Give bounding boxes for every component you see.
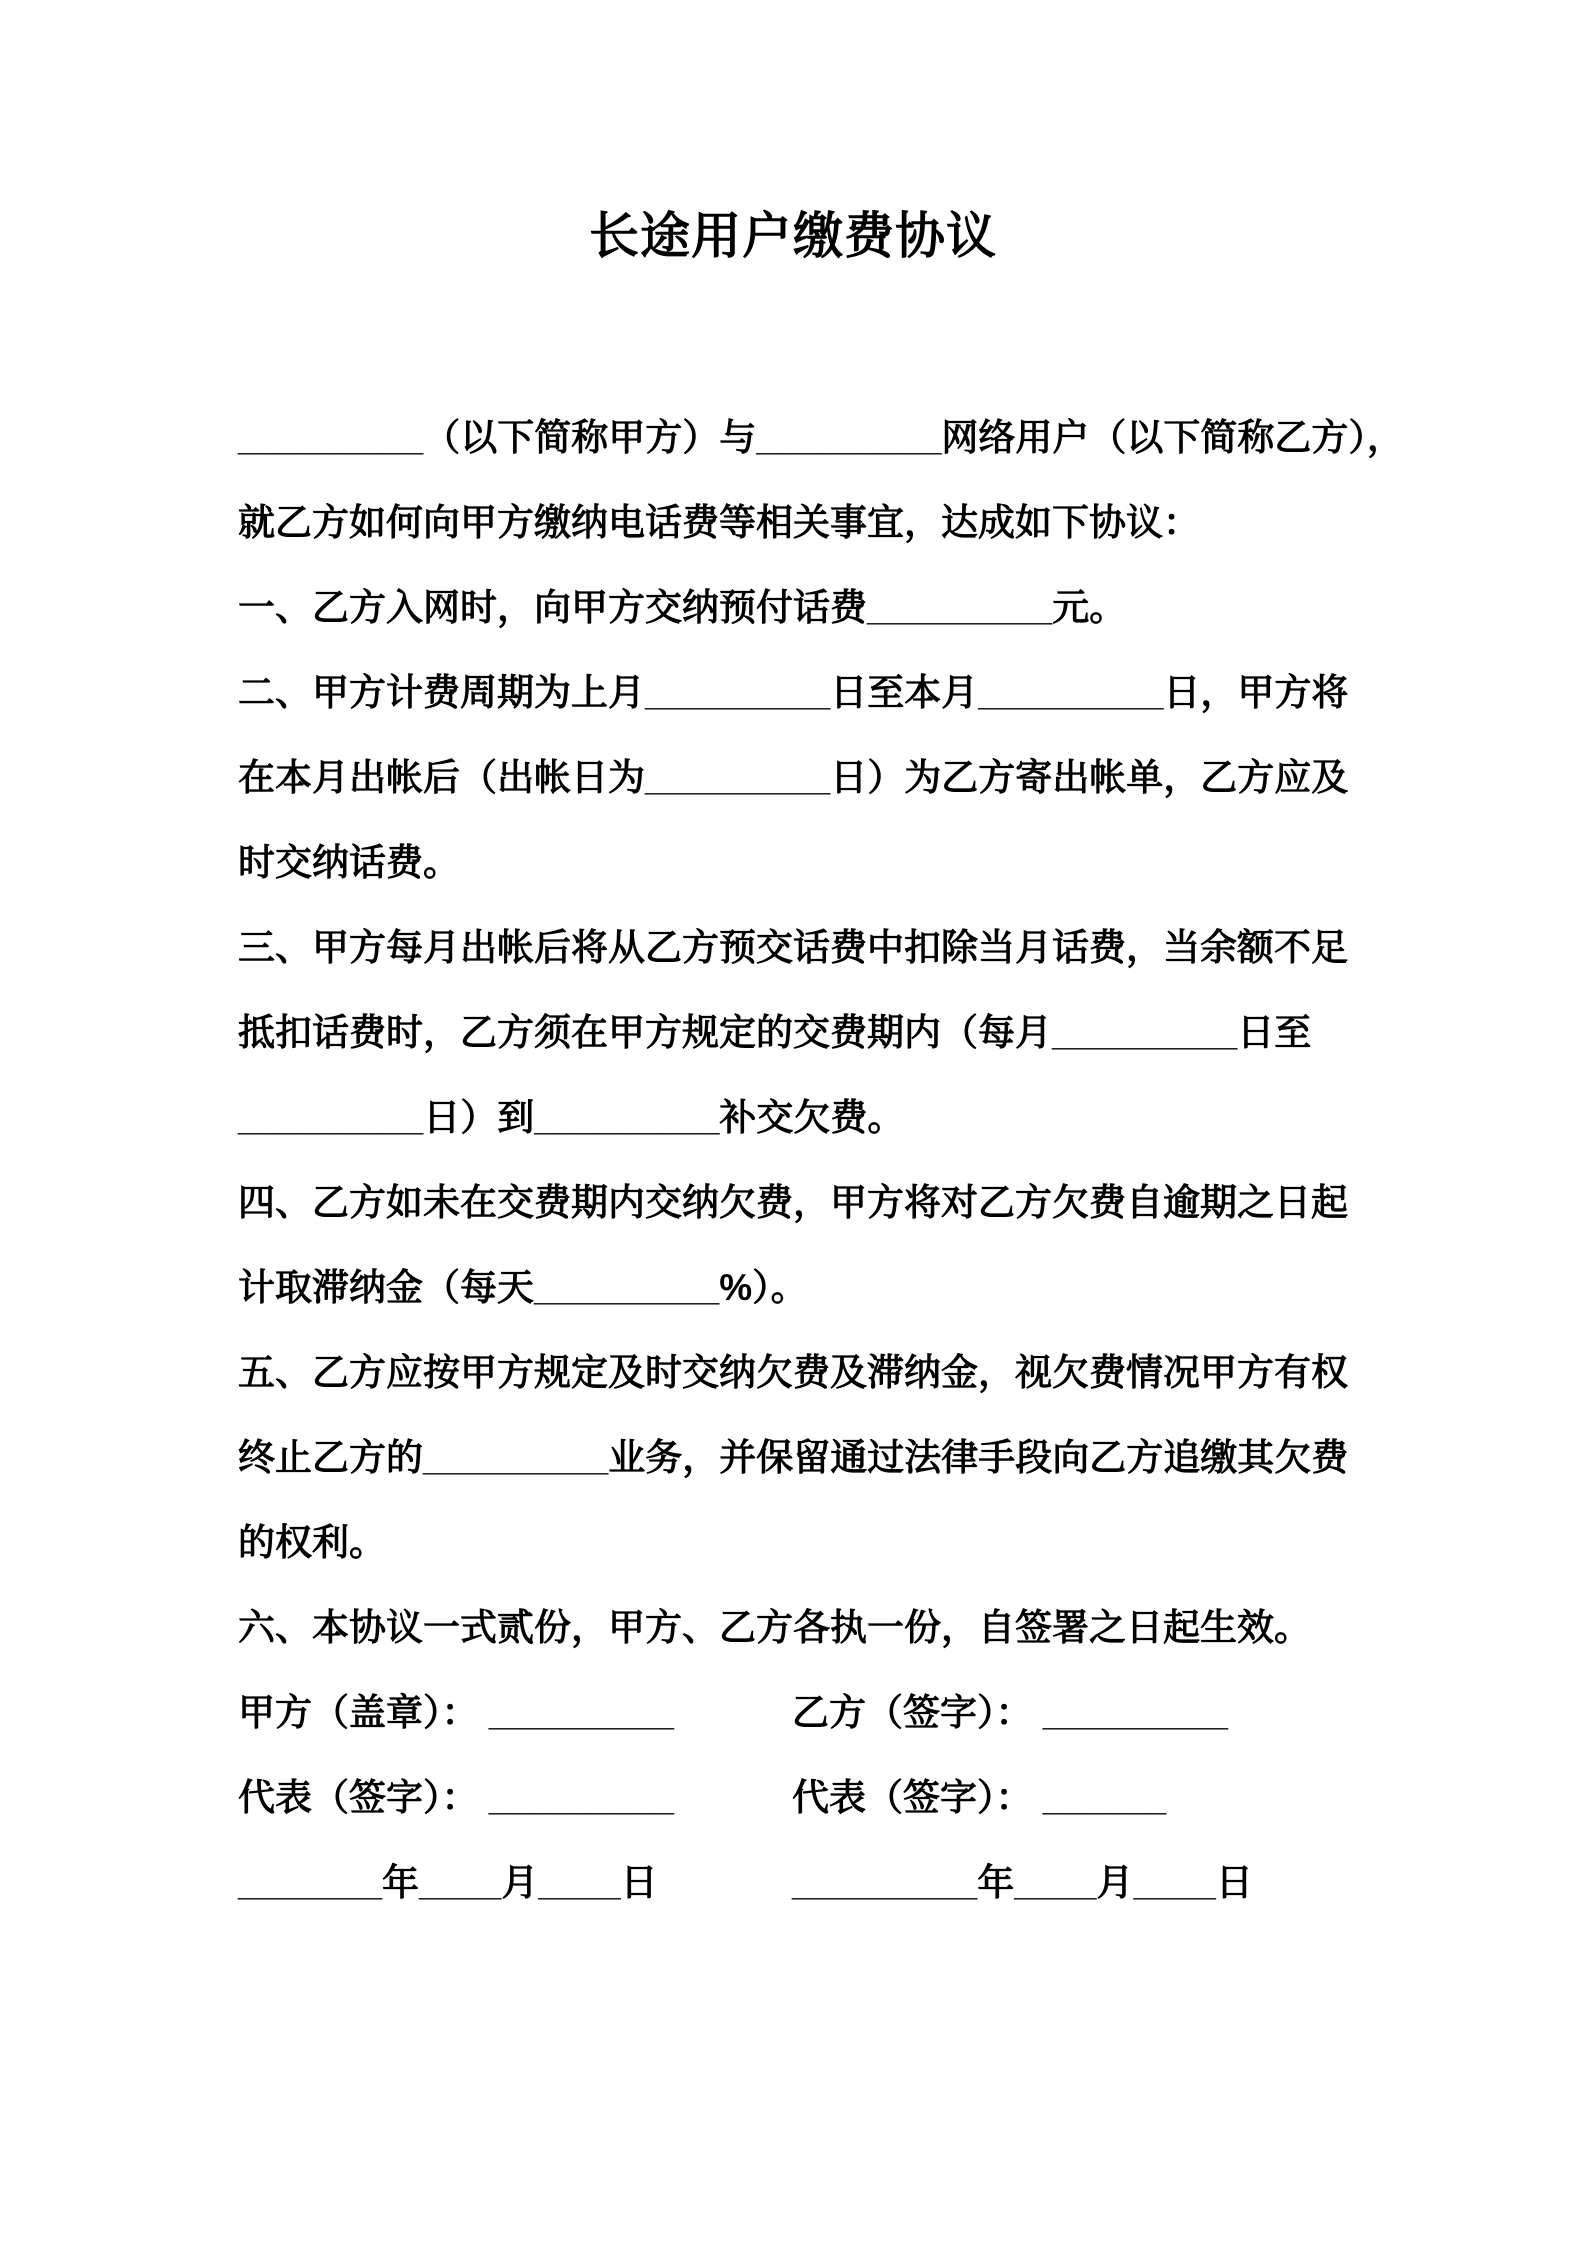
body-line-clause-1: 一、乙方入网时，向甲方交纳预付话费_________元。 — [238, 587, 1127, 628]
document-body — [238, 395, 1404, 1925]
body-line-clause-3a: 三、甲方每月出帐后将从乙方预交话费中扣除当月话费，当余额不足 — [238, 927, 1348, 968]
body-line-clause-3c: _________日）到_________补交欠费。 — [238, 1097, 905, 1138]
body-line-clause-4a: 四、乙方如未在交费期内交纳欠费，甲方将对乙方欠费自逾期之日起 — [238, 1182, 1348, 1223]
body-line-clause-5a: 五、乙方应按甲方规定及时交纳欠费及滞纳金，视欠费情况甲方有权 — [238, 1352, 1348, 1393]
body-line-intro-1: _________（以下简称甲方）与_________网络用户（以下简称乙方）， — [238, 417, 1404, 458]
body-line-intro-2: 就乙方如何向甲方缴纳电话费等相关事宜，达成如下协议： — [238, 502, 1200, 543]
party-b-signature-line: 乙方（签字）： _________ — [792, 1692, 1228, 1733]
body-line-clause-2c: 时交纳话费。 — [238, 842, 460, 883]
body-line-clause-2b: 在本月出帐后（出帐日为_________日）为乙方寄出帐单，乙方应及 — [238, 757, 1349, 798]
signature-row-representative — [238, 1755, 1346, 1840]
document-title: 长途用户缴费协议 — [589, 208, 997, 264]
party-a-seal-line: 甲方（盖章）： _________ — [238, 1692, 674, 1733]
body-line-clause-5c: 的权利。 — [238, 1522, 386, 1563]
body-line-clause-4b: 计取滞纳金（每天_________%）。 — [238, 1267, 808, 1308]
party-a-date-line: _______年____月____日 — [238, 1862, 658, 1903]
party-b-representative-line: 代表（签字）： ______ — [792, 1777, 1167, 1818]
signature-row-seal — [238, 1670, 1346, 1755]
body-line-clause-5b: 终止乙方的_________业务，并保留通过法律手段向乙方追缴其欠费 — [238, 1437, 1349, 1478]
body-line-clause-6: 六、本协议一式贰份，甲方、乙方各执一份，自签署之日起生效。 — [238, 1607, 1311, 1648]
body-line-clause-2a: 二、甲方计费周期为上月_________日至本月_________日，甲方将 — [238, 672, 1349, 713]
body-line-clause-3b: 抵扣话费时，乙方须在甲方规定的交费期内（每月_________日至 — [238, 1012, 1312, 1053]
signature-row-date — [238, 1840, 1346, 1925]
party-a-representative-line: 代表（签字）： _________ — [238, 1777, 674, 1818]
party-b-date-line: _________年____月____日 — [792, 1862, 1253, 1903]
